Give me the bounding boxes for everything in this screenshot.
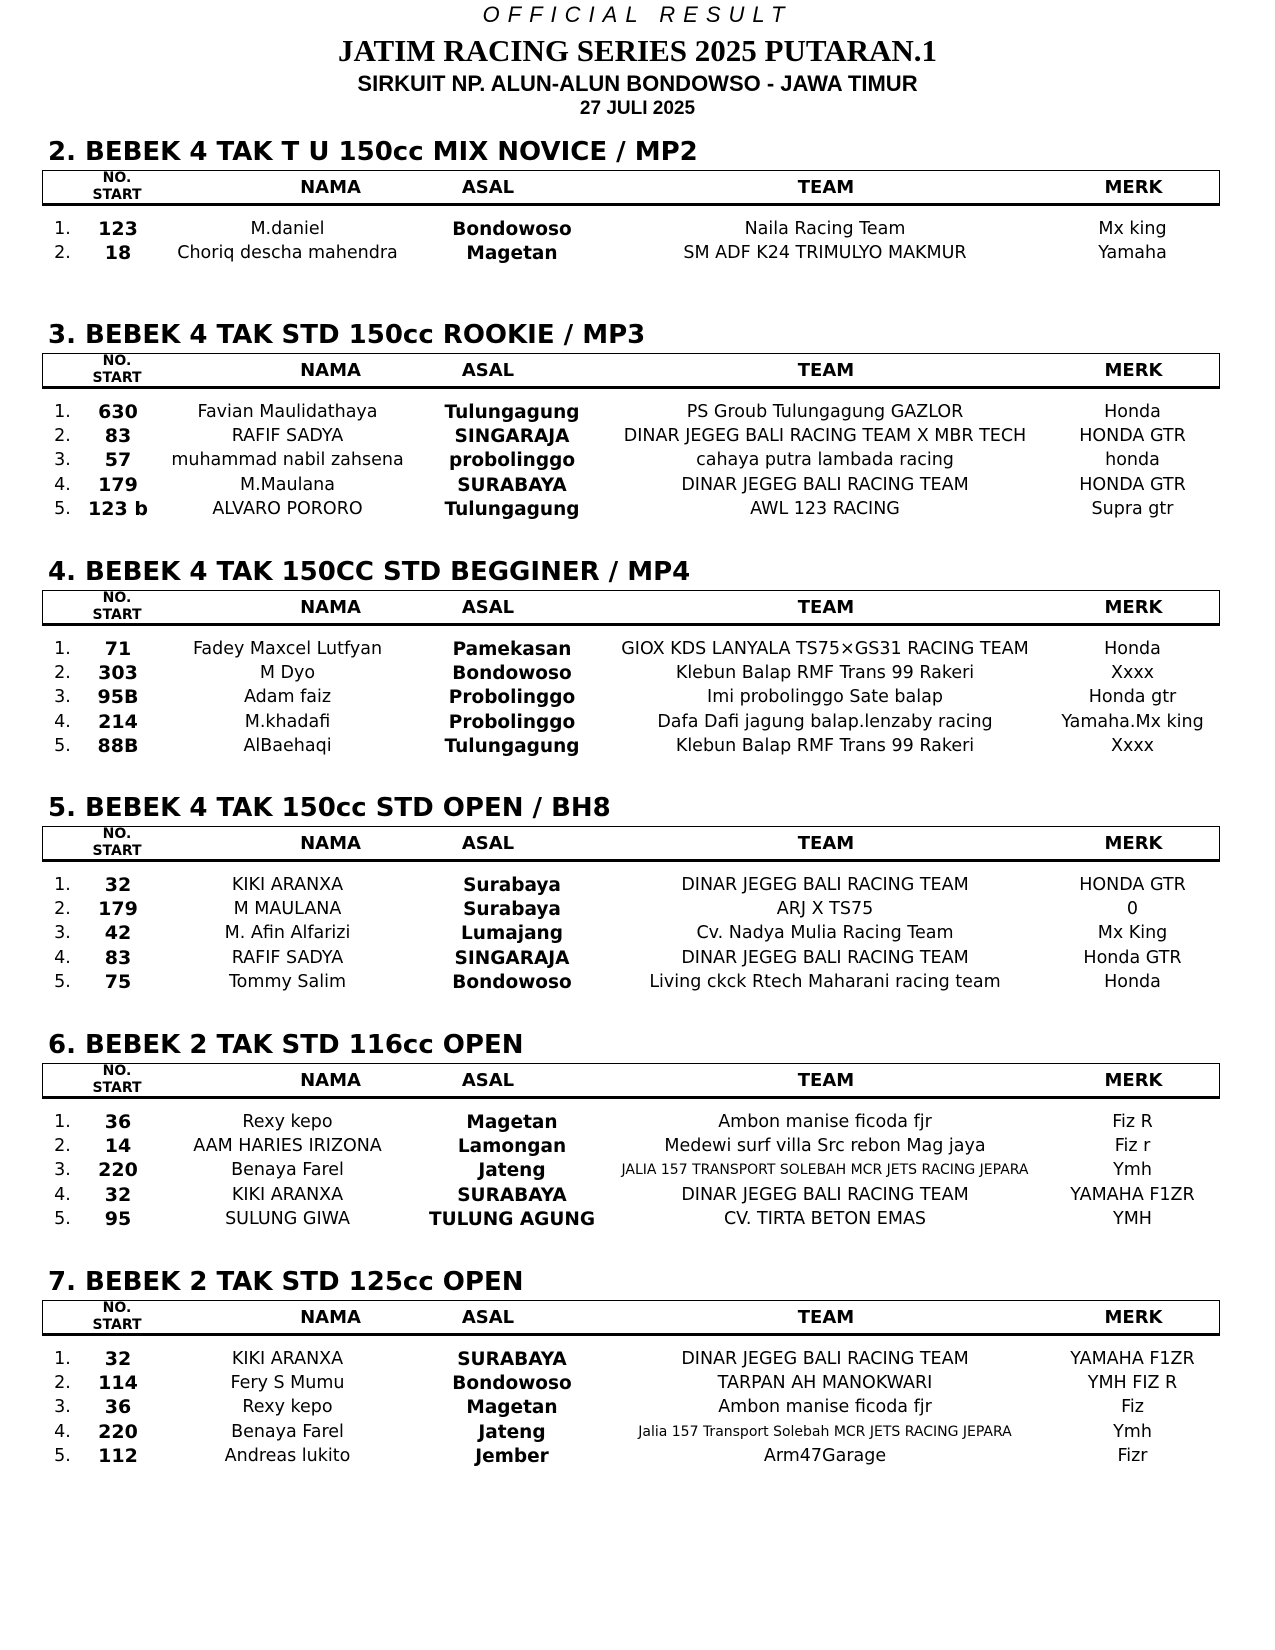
brand-cell: Honda <box>1104 402 1161 422</box>
race-class-section <box>0 320 1275 570</box>
brand-cell: Fiz r <box>1114 1136 1151 1157</box>
table-header <box>42 353 1220 389</box>
team-cell: DINAR JEGEG BALI RACING TEAM <box>681 875 969 895</box>
team-cell: Klebun Balap RMF Trans 99 Rakeri <box>675 735 975 756</box>
origin-cell: TULUNG AGUNG <box>428 1208 596 1230</box>
origin-cell: Pamekasan <box>452 639 572 660</box>
table-row <box>0 1110 1275 1135</box>
table-row <box>0 400 1275 425</box>
table-row <box>0 448 1275 473</box>
header-start-label: START <box>92 187 142 203</box>
rider-name-cell: Favian Maulidathaya <box>197 402 378 422</box>
start-number-cell: 95B <box>97 686 139 709</box>
header-asal: ASAL <box>461 597 515 618</box>
rider-name-cell: SULUNG GIWA <box>225 1208 350 1229</box>
rider-name-cell: KIKI ARANXA <box>231 1184 344 1205</box>
brand-cell: HONDA GTR <box>1079 875 1186 895</box>
rider-name-cell: M. Afin Alfarizi <box>224 923 351 944</box>
header-asal: ASAL <box>461 833 515 854</box>
rider-name-cell: Adam faiz <box>243 687 332 708</box>
table-row <box>0 710 1275 735</box>
brand-cell: Yamaha.Mx king <box>1061 711 1204 732</box>
header-asal: ASAL <box>461 360 515 381</box>
team-cell: TARPAN AH MANOKWARI <box>717 1373 933 1394</box>
start-number-cell: 36 <box>104 1396 132 1419</box>
team-cell: Imi probolinggo Sate balap <box>707 687 943 708</box>
team-cell: Ambon manise ficoda fjr <box>718 1112 932 1132</box>
team-cell: JALIA 157 TRANSPORT SOLEBAH MCR JETS RACING JEPARA <box>621 1162 1029 1179</box>
start-number-cell: 179 <box>98 898 138 921</box>
origin-cell: Bondowoso <box>452 219 572 240</box>
table-row <box>0 473 1275 498</box>
origin-cell: Lumajang <box>461 923 563 945</box>
start-number-cell: 18 <box>104 242 132 265</box>
origin-cell: Tulungagung <box>444 402 580 423</box>
start-number-cell: 114 <box>98 1372 138 1395</box>
table-header <box>42 170 1220 206</box>
origin-cell: SINGARAJA <box>454 426 570 448</box>
origin-cell: SINGARAJA <box>454 947 570 969</box>
rider-name-cell: Fery S Mumu <box>230 1373 345 1394</box>
start-number-cell: 220 <box>98 1420 138 1443</box>
position-cell: 5. <box>54 735 71 756</box>
table-row <box>0 424 1275 449</box>
table-row <box>0 1347 1275 1372</box>
brand-cell: YMH <box>1113 1208 1152 1229</box>
class-title: 7. BEBEK 2 TAK STD 125cc OPEN <box>48 1267 524 1297</box>
start-number-cell: 220 <box>98 1159 138 1182</box>
start-number-cell: 75 <box>104 970 132 993</box>
rider-name-cell: ALVARO PORORO <box>212 498 363 519</box>
team-cell: Jalia 157 Transport Solebah MCR JETS RACING JEPARA <box>638 1423 1012 1440</box>
table-row <box>0 897 1275 922</box>
origin-cell: Surabaya <box>463 875 561 896</box>
rider-name-cell: KIKI ARANXA <box>231 875 344 895</box>
brand-cell: Ymh <box>1113 1160 1152 1181</box>
table-row <box>0 1134 1275 1159</box>
header-start-label: START <box>92 370 142 386</box>
start-number-cell: 32 <box>104 1348 132 1370</box>
rider-name-cell: M Dyo <box>259 663 316 684</box>
rider-name-cell: Benaya Farel <box>231 1160 344 1181</box>
header-merk: MERK <box>1104 360 1163 381</box>
start-number-cell: 36 <box>104 1111 132 1133</box>
header-nama: NAMA <box>300 1307 361 1328</box>
position-cell: 1. <box>54 639 71 659</box>
table-header <box>42 1063 1220 1099</box>
header-no-label: NO. <box>102 826 132 842</box>
team-cell: Medewi surf villa Src rebon Mag jaya <box>664 1136 986 1157</box>
header-start-label: START <box>92 1080 142 1096</box>
start-number-cell: 32 <box>104 874 132 896</box>
start-number-cell: 303 <box>98 662 138 685</box>
origin-cell: SURABAYA <box>457 1349 567 1370</box>
origin-cell: Lamongan <box>457 1136 567 1158</box>
rider-name-cell: M.khadafi <box>244 711 331 732</box>
table-row <box>0 661 1275 686</box>
rider-name-cell: AAM HARIES IRIZONA <box>193 1136 382 1157</box>
position-cell: 1. <box>54 219 71 239</box>
brand-cell: HONDA GTR <box>1079 426 1186 447</box>
position-cell: 5. <box>54 1208 71 1229</box>
class-title: 5. BEBEK 4 TAK 150cc STD OPEN / BH8 <box>48 793 611 823</box>
header-no-start <box>78 1063 156 1096</box>
origin-cell: probolinggo <box>448 450 576 472</box>
table-row <box>0 1207 1275 1232</box>
rider-name-cell: Tommy Salim <box>228 971 347 992</box>
position-cell: 2. <box>54 1136 71 1157</box>
team-cell: PS Groub Tulungagung GAZLOR <box>686 402 964 422</box>
origin-cell: Jateng <box>478 1421 546 1443</box>
team-cell: CV. TIRTA BETON EMAS <box>723 1208 927 1229</box>
team-cell: Dafa Dafi jagung balap.lenzaby racing <box>657 711 993 732</box>
header-team: TEAM <box>797 833 855 854</box>
team-cell: Cv. Nadya Mulia Racing Team <box>696 923 954 944</box>
header-merk: MERK <box>1104 177 1163 198</box>
class-title: 4. BEBEK 4 TAK 150CC STD BEGGINER / MP4 <box>48 557 691 587</box>
header-asal: ASAL <box>461 177 515 198</box>
header-asal: ASAL <box>461 1307 515 1328</box>
header-nama: NAMA <box>300 1070 361 1091</box>
start-number-cell: 88B <box>97 734 139 757</box>
table-header <box>42 590 1220 626</box>
table-header <box>42 826 1220 862</box>
position-cell: 3. <box>54 923 71 944</box>
table-row <box>0 1395 1275 1420</box>
table-row <box>0 1371 1275 1396</box>
brand-cell: YAMAHA F1ZR <box>1070 1184 1195 1205</box>
start-number-cell: 630 <box>98 401 138 423</box>
header-no-start <box>78 826 156 859</box>
position-cell: 4. <box>54 1184 71 1205</box>
header-merk: MERK <box>1104 833 1163 854</box>
brand-cell: Honda GTR <box>1083 947 1182 968</box>
start-number-cell: 95 <box>104 1207 132 1230</box>
origin-cell: Tulungagung <box>444 498 580 520</box>
brand-cell: Xxxx <box>1110 663 1155 684</box>
header-nama: NAMA <box>300 833 361 854</box>
header-team: TEAM <box>797 597 855 618</box>
rider-name-cell: muhammad nabil zahsena <box>171 450 404 471</box>
team-cell: Ambon manise ficoda fjr <box>718 1397 932 1418</box>
brand-cell: Honda gtr <box>1088 687 1177 708</box>
origin-cell: Bondowoso <box>452 663 572 685</box>
header-no-start <box>78 1300 156 1333</box>
table-row <box>0 1420 1275 1445</box>
origin-cell: Magetan <box>466 1112 558 1133</box>
position-cell: 3. <box>54 687 71 708</box>
position-cell: 2. <box>54 1373 71 1394</box>
brand-cell: YMH FIZ R <box>1087 1373 1178 1394</box>
header-nama: NAMA <box>300 360 361 381</box>
start-number-cell: 123 <box>98 218 138 240</box>
start-number-cell: 57 <box>104 449 132 472</box>
origin-cell: Surabaya <box>463 899 561 921</box>
header-asal: ASAL <box>461 1070 515 1091</box>
race-class-section <box>0 793 1275 1043</box>
origin-cell: Tulungagung <box>444 735 580 757</box>
rider-name-cell: M.daniel <box>250 219 325 239</box>
brand-cell: YAMAHA F1ZR <box>1070 1349 1195 1369</box>
origin-cell: Jember <box>475 1445 549 1467</box>
table-row <box>0 685 1275 710</box>
brand-cell: Honda <box>1104 971 1161 992</box>
header-team: TEAM <box>797 1307 855 1328</box>
start-number-cell: 83 <box>104 946 132 969</box>
team-cell: GIOX KDS LANYALA TS75×GS31 RACING TEAM <box>621 639 1029 659</box>
start-number-cell: 214 <box>98 710 138 733</box>
race-class-section <box>0 1267 1275 1517</box>
table-row <box>0 946 1275 971</box>
team-cell: Naila Racing Team <box>744 219 906 239</box>
team-cell: DINAR JEGEG BALI RACING TEAM <box>681 1184 969 1205</box>
position-cell: 1. <box>54 1112 71 1132</box>
position-cell: 2. <box>54 899 71 920</box>
origin-cell: SURABAYA <box>457 474 567 496</box>
table-row <box>0 217 1275 242</box>
rider-name-cell: Andreas lukito <box>224 1445 351 1466</box>
origin-cell: Jateng <box>478 1160 546 1182</box>
origin-cell: Bondowoso <box>452 1373 572 1395</box>
header-team: TEAM <box>797 1070 855 1091</box>
header-no-start <box>78 590 156 623</box>
position-cell: 3. <box>54 1397 71 1418</box>
header-no-label: NO. <box>102 353 132 369</box>
start-number-cell: 14 <box>104 1135 132 1158</box>
header-no-start <box>78 353 156 386</box>
event-title: JATIM RACING SERIES 2025 PUTARAN.1 <box>337 33 938 68</box>
position-cell: 3. <box>54 1160 71 1181</box>
venue: SIRKUIT NP. ALUN-ALUN BONDOWSO - JAWA TIMUR <box>357 71 918 96</box>
team-cell: DINAR JEGEG BALI RACING TEAM <box>681 474 969 495</box>
team-cell: DINAR JEGEG BALI RACING TEAM <box>681 1349 969 1369</box>
team-cell: cahaya putra lambada racing <box>696 450 954 471</box>
team-cell: DINAR JEGEG BALI RACING TEAM X MBR TECH <box>623 426 1027 447</box>
brand-cell: Yamaha <box>1098 243 1167 264</box>
header-no-label: NO. <box>102 1300 132 1316</box>
position-cell: 1. <box>54 875 71 895</box>
position-cell: 4. <box>54 1421 71 1442</box>
team-cell: SM ADF K24 TRIMULYO MAKMUR <box>683 243 967 264</box>
header-no-start <box>78 170 156 203</box>
start-number-cell: 179 <box>98 473 138 496</box>
class-title: 6. BEBEK 2 TAK STD 116cc OPEN <box>48 1030 524 1060</box>
header-no-label: NO. <box>102 590 132 606</box>
rider-name-cell: Fadey Maxcel Lutfyan <box>192 639 383 659</box>
rider-name-cell: AlBaehaqi <box>243 735 332 756</box>
rider-name-cell: RAFIF SADYA <box>231 426 344 447</box>
position-cell: 2. <box>54 426 71 447</box>
start-number-cell: 83 <box>104 425 132 448</box>
origin-cell: Probolinggo <box>448 687 576 709</box>
header-team: TEAM <box>797 360 855 381</box>
brand-cell: 0 <box>1126 899 1139 920</box>
race-class-section <box>0 557 1275 807</box>
header-no-label: NO. <box>102 1063 132 1079</box>
position-cell: 1. <box>54 1349 71 1369</box>
position-cell: 2. <box>54 243 71 264</box>
header-team: TEAM <box>797 177 855 198</box>
position-cell: 1. <box>54 402 71 422</box>
table-row <box>0 1183 1275 1208</box>
team-cell: Living ckck Rtech Maharani racing team <box>649 971 1001 992</box>
origin-cell: Magetan <box>466 1397 558 1419</box>
position-cell: 5. <box>54 498 71 519</box>
start-number-cell: 71 <box>104 638 132 660</box>
header-start-label: START <box>92 1317 142 1333</box>
position-cell: 5. <box>54 1445 71 1466</box>
origin-cell: Probolinggo <box>448 711 576 733</box>
team-cell: Klebun Balap RMF Trans 99 Rakeri <box>675 663 975 684</box>
table-row <box>0 970 1275 995</box>
event-date: 27 JULI 2025 <box>579 98 696 119</box>
team-cell: Arm47Garage <box>763 1445 887 1466</box>
header-start-label: START <box>92 843 142 859</box>
rider-name-cell: KIKI ARANXA <box>231 1349 344 1369</box>
brand-cell: Fiz R <box>1112 1112 1153 1132</box>
position-cell: 4. <box>54 711 71 732</box>
header-merk: MERK <box>1104 1070 1163 1091</box>
brand-cell: honda <box>1105 450 1160 471</box>
table-row <box>0 1444 1275 1469</box>
table-row <box>0 873 1275 898</box>
rider-name-cell: RAFIF SADYA <box>231 947 344 968</box>
position-cell: 3. <box>54 450 71 471</box>
race-class-section <box>0 1030 1275 1280</box>
class-title: 2. BEBEK 4 TAK T U 150cc MIX NOVICE / MP2 <box>48 137 698 167</box>
start-number-cell: 32 <box>104 1183 132 1206</box>
header-start-label: START <box>92 607 142 623</box>
brand-cell: Fiz <box>1121 1397 1144 1418</box>
official-result-label: OFFICIAL RESULT <box>482 2 793 27</box>
table-header <box>42 1300 1220 1336</box>
team-cell: DINAR JEGEG BALI RACING TEAM <box>681 947 969 968</box>
header-nama: NAMA <box>300 177 361 198</box>
rider-name-cell: M MAULANA <box>233 899 342 920</box>
rider-name-cell: M.Maulana <box>240 474 335 495</box>
brand-cell: Honda <box>1104 639 1161 659</box>
rider-name-cell: Benaya Farel <box>231 1421 344 1442</box>
class-title: 3. BEBEK 4 TAK STD 150cc ROOKIE / MP3 <box>48 320 646 350</box>
start-number-cell: 112 <box>98 1444 138 1467</box>
position-cell: 2. <box>54 663 71 684</box>
rider-name-cell: Rexy kepo <box>242 1397 333 1418</box>
position-cell: 5. <box>54 971 71 992</box>
table-row <box>0 637 1275 662</box>
origin-cell: SURABAYA <box>457 1184 567 1206</box>
start-number-cell: 42 <box>104 922 132 945</box>
header-merk: MERK <box>1104 597 1163 618</box>
brand-cell: Mx king <box>1098 219 1167 239</box>
table-row <box>0 241 1275 266</box>
header-merk: MERK <box>1104 1307 1163 1328</box>
brand-cell: Fizr <box>1117 1445 1148 1466</box>
position-cell: 4. <box>54 474 71 495</box>
brand-cell: Ymh <box>1113 1421 1152 1442</box>
table-row <box>0 734 1275 759</box>
team-cell: ARJ X TS75 <box>776 899 874 920</box>
rider-name-cell: Rexy kepo <box>242 1112 333 1132</box>
start-number-cell: 123 b <box>88 497 148 520</box>
table-row <box>0 497 1275 522</box>
position-cell: 4. <box>54 947 71 968</box>
header-nama: NAMA <box>300 597 361 618</box>
header-no-label: NO. <box>102 170 132 186</box>
table-row <box>0 921 1275 946</box>
brand-cell: Mx King <box>1097 923 1168 944</box>
brand-cell: Xxxx <box>1110 735 1155 756</box>
brand-cell: HONDA GTR <box>1079 474 1186 495</box>
team-cell: AWL 123 RACING <box>750 498 900 519</box>
origin-cell: Bondowoso <box>452 971 572 993</box>
origin-cell: Magetan <box>466 243 558 265</box>
table-row <box>0 1158 1275 1183</box>
rider-name-cell: Choriq descha mahendra <box>177 243 398 264</box>
brand-cell: Supra gtr <box>1091 498 1174 519</box>
